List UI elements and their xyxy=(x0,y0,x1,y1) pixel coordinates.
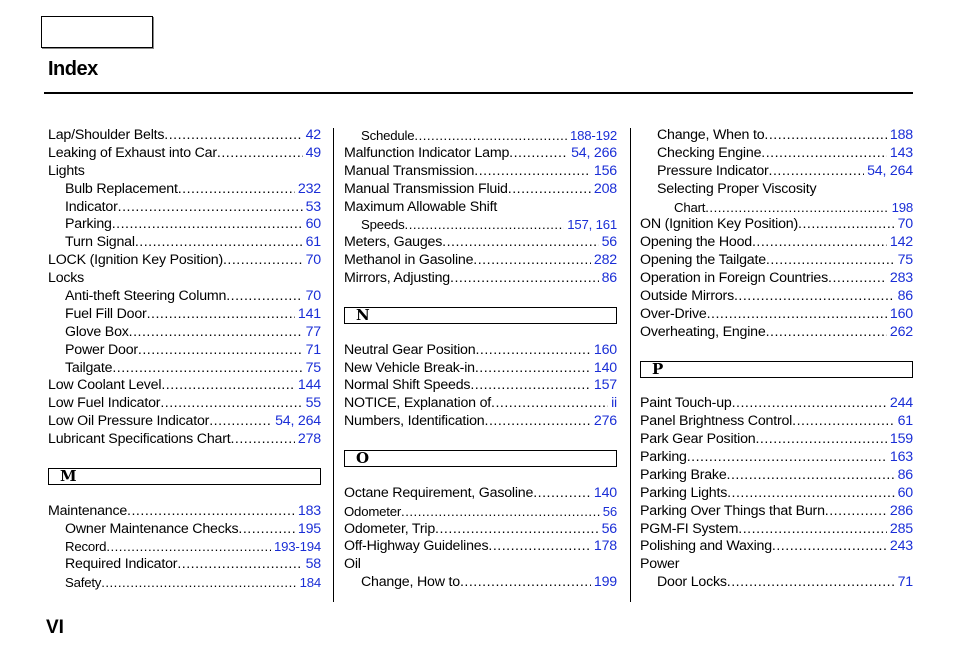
entry-text: NOTICE, Explanation of xyxy=(344,395,492,412)
entry-text: Manual Transmission xyxy=(344,162,475,179)
index-entry xyxy=(640,145,913,163)
entry-text: Glove Box xyxy=(65,323,129,340)
entry-text: Tailgate xyxy=(65,359,113,376)
header-tab-box xyxy=(41,16,153,48)
dot-leader xyxy=(727,467,895,485)
page-reference[interactable]: 244 xyxy=(889,395,913,412)
index-entry xyxy=(344,127,617,145)
index-entry xyxy=(640,181,913,199)
page-reference[interactable]: 60 xyxy=(305,216,321,233)
page-reference[interactable]: 60 xyxy=(897,484,913,501)
dot-leader xyxy=(101,574,296,592)
column-divider xyxy=(630,128,631,602)
dot-leader xyxy=(732,395,887,413)
dot-leader xyxy=(164,127,302,145)
page-reference[interactable]: 199 xyxy=(593,574,617,591)
page-reference[interactable]: 42 xyxy=(305,127,321,143)
dot-leader xyxy=(112,216,303,234)
entry-text: Speeds xyxy=(361,217,405,233)
page-reference[interactable]: 142 xyxy=(889,234,913,251)
entry-text: PGM-FI System xyxy=(640,520,739,537)
index-entry xyxy=(48,538,321,556)
dot-leader xyxy=(177,556,302,574)
index-entry xyxy=(640,288,913,306)
index-entry xyxy=(48,431,321,449)
page-reference[interactable]: 140 xyxy=(593,359,617,376)
dot-leader xyxy=(442,234,598,252)
entry-text: Power xyxy=(640,556,680,573)
dot-leader xyxy=(238,521,295,539)
dot-leader xyxy=(533,485,591,503)
spacer xyxy=(48,485,321,503)
entry-text: Parking xyxy=(640,449,687,466)
index-entry xyxy=(48,324,321,342)
entry-text: LOCK (Ignition Key Position) xyxy=(48,252,223,269)
index-entry xyxy=(640,270,913,288)
index-entry xyxy=(48,503,321,521)
entry-text: Record xyxy=(65,539,107,555)
index-entry xyxy=(48,216,321,234)
dot-leader xyxy=(112,360,302,378)
index-entry xyxy=(48,270,321,288)
index-entry xyxy=(640,449,913,467)
index-entry xyxy=(344,234,617,252)
dot-leader xyxy=(178,181,295,199)
index-entry xyxy=(48,288,321,306)
page-title: Index xyxy=(48,58,98,80)
page-reference[interactable]: 208 xyxy=(593,180,617,197)
index-entry xyxy=(48,342,321,360)
dot-leader xyxy=(766,252,895,270)
entry-text: Neutral Gear Position xyxy=(344,341,476,358)
page-reference[interactable]: 262 xyxy=(889,323,913,340)
index-entry xyxy=(640,431,913,449)
index-entry xyxy=(344,163,617,181)
page-reference[interactable]: 86 xyxy=(601,270,617,287)
dot-leader xyxy=(734,288,895,306)
spacer xyxy=(48,449,321,467)
dot-leader xyxy=(475,342,590,360)
entry-text: Checking Engine xyxy=(657,144,762,161)
page-reference[interactable]: 86 xyxy=(897,288,913,305)
entry-text: Indicator xyxy=(65,198,118,215)
page-reference[interactable]: 70 xyxy=(305,288,321,305)
entry-text: Lap/Shoulder Belts xyxy=(48,127,165,143)
entry-text: Opening the Hood xyxy=(640,234,752,251)
dot-leader xyxy=(766,324,887,342)
section-letter: M xyxy=(60,466,77,485)
dot-leader xyxy=(401,503,600,521)
page-reference[interactable]: 53 xyxy=(305,198,321,215)
index-entry xyxy=(48,234,321,252)
page-reference[interactable]: 278 xyxy=(297,431,321,448)
page-reference[interactable]: 144 xyxy=(297,377,321,394)
index-entry xyxy=(344,521,617,539)
index-entry xyxy=(344,342,617,360)
page-reference[interactable]: 283 xyxy=(889,270,913,287)
entry-text: Odometer xyxy=(344,503,402,519)
entry-text: Manual Transmission Fluid xyxy=(344,180,508,197)
page-reference[interactable]: 75 xyxy=(897,252,913,269)
page-reference[interactable]: 56 xyxy=(602,503,617,519)
entry-text: Octane Requirement, Gasoline xyxy=(344,484,534,501)
index-entry xyxy=(48,574,321,592)
entry-text: Malfunction Indicator Lamp xyxy=(344,144,510,161)
entry-text: Maximum Allowable Shift xyxy=(344,198,498,215)
index-entry xyxy=(48,252,321,270)
page-reference[interactable]: 160 xyxy=(593,341,617,358)
dot-leader xyxy=(475,360,591,378)
index-entry xyxy=(640,485,913,503)
index-entry xyxy=(344,395,617,413)
index-entry xyxy=(640,413,913,431)
dot-leader xyxy=(106,538,271,556)
index-column-3 xyxy=(640,127,913,592)
page-reference[interactable]: 77 xyxy=(305,323,321,340)
section-header xyxy=(640,360,913,378)
page-reference[interactable]: 159 xyxy=(889,431,913,448)
section-header-box xyxy=(48,468,321,485)
section-letter: P xyxy=(652,359,664,378)
entry-text: Change, How to xyxy=(361,574,460,591)
entry-text: Polishing and Waxing xyxy=(640,538,772,555)
dot-leader xyxy=(129,324,303,342)
dot-leader xyxy=(138,342,303,360)
index-entry xyxy=(344,181,617,199)
dot-leader xyxy=(135,234,303,252)
entry-text: Lubricant Specifications Chart xyxy=(48,431,231,448)
page-reference[interactable]: 54, 266 xyxy=(571,144,617,161)
index-column-1 xyxy=(48,127,321,592)
index-entry xyxy=(48,521,321,539)
dot-leader xyxy=(705,199,888,217)
section-header-box xyxy=(344,450,617,467)
dot-leader xyxy=(435,521,599,539)
page-reference[interactable]: ii xyxy=(611,395,617,412)
entry-text: Locks xyxy=(48,270,85,287)
dot-leader xyxy=(147,306,295,324)
dot-leader xyxy=(223,252,303,270)
entry-text: Parking Lights xyxy=(640,484,728,501)
page-reference[interactable]: 282 xyxy=(593,252,617,269)
page-reference[interactable]: 55 xyxy=(305,395,321,412)
dot-leader xyxy=(509,145,568,163)
entry-text: Lights xyxy=(48,162,85,179)
page-reference[interactable]: 286 xyxy=(889,502,913,519)
dot-leader xyxy=(755,431,886,449)
entry-text: Owner Maintenance Checks xyxy=(65,520,239,537)
section-letter: N xyxy=(356,305,370,324)
page-reference[interactable]: 285 xyxy=(889,520,913,537)
entry-text: Maintenance xyxy=(48,502,128,519)
page-reference[interactable]: 61 xyxy=(305,234,321,251)
dot-leader xyxy=(752,234,887,252)
dot-leader xyxy=(118,199,303,217)
entry-text: Mirrors, Adjusting xyxy=(344,270,450,287)
index-entry xyxy=(48,360,321,378)
index-entry xyxy=(640,216,913,234)
index-entry xyxy=(640,521,913,539)
entry-text: Pressure Indicator xyxy=(657,162,769,179)
entry-text: Safety xyxy=(65,575,102,591)
dot-leader xyxy=(473,252,591,270)
dot-leader xyxy=(217,145,303,163)
entry-text: Required Indicator xyxy=(65,556,178,573)
spacer xyxy=(640,377,913,395)
page-reference[interactable]: 86 xyxy=(897,466,913,483)
index-entry xyxy=(48,306,321,324)
index-entry xyxy=(640,252,913,270)
index-entry xyxy=(48,556,321,574)
index-entry xyxy=(344,145,617,163)
dot-leader xyxy=(414,127,567,145)
index-entry xyxy=(48,163,321,181)
section-header-box xyxy=(344,307,617,324)
entry-text: Low Coolant Level xyxy=(48,377,162,394)
entry-text: Selecting Proper Viscosity xyxy=(657,180,817,197)
page-reference[interactable]: 193-194 xyxy=(274,539,321,555)
dot-leader xyxy=(508,181,591,199)
entry-text: Parking Over Things that Burn xyxy=(640,502,825,519)
index-entry xyxy=(640,574,913,592)
entry-text: Overheating, Engine xyxy=(640,323,766,340)
entry-text: Low Oil Pressure Indicator xyxy=(48,413,210,430)
index-entry xyxy=(344,574,617,592)
index-entry xyxy=(640,163,913,181)
page-reference[interactable]: 143 xyxy=(889,144,913,161)
index-entry xyxy=(48,127,321,145)
index-entry xyxy=(640,199,913,217)
entry-text: Meters, Gauges xyxy=(344,234,443,251)
section-header-box xyxy=(640,361,913,378)
page-reference[interactable]: 178 xyxy=(593,538,617,555)
entry-text: Turn Signal xyxy=(65,234,135,251)
entry-text: Outside Mirrors xyxy=(640,288,734,305)
entry-text: Anti-theft Steering Column xyxy=(65,288,227,305)
page-reference[interactable]: 54, 264 xyxy=(867,162,913,179)
spacer xyxy=(344,324,617,342)
entry-text: New Vehicle Break-in xyxy=(344,359,475,376)
dot-leader xyxy=(825,503,887,521)
dot-leader xyxy=(209,413,272,431)
index-entry xyxy=(640,127,913,145)
index-entry xyxy=(344,413,617,431)
entry-text: Normal Shift Speeds xyxy=(344,377,471,394)
entry-text: Panel Brightness Control xyxy=(640,413,793,430)
section-header xyxy=(344,306,617,324)
column-divider xyxy=(333,128,334,602)
entry-text: Fuel Fill Door xyxy=(65,305,147,322)
entry-text: ON (Ignition Key Position) xyxy=(640,216,799,233)
index-entry xyxy=(344,556,617,574)
page-reference[interactable]: 276 xyxy=(593,413,617,430)
index-entry xyxy=(344,360,617,378)
page-reference[interactable]: 243 xyxy=(889,538,913,555)
page-reference[interactable]: 140 xyxy=(593,484,617,501)
entry-text: Door Locks xyxy=(657,574,727,591)
page-reference[interactable]: 49 xyxy=(305,144,321,161)
entry-text: Park Gear Position xyxy=(640,431,756,448)
section-header xyxy=(344,449,617,467)
index-entry xyxy=(344,270,617,288)
section-header xyxy=(48,467,321,485)
entry-text: Parking Brake xyxy=(640,466,727,483)
index-entry xyxy=(640,467,913,485)
entry-text: Over-Drive xyxy=(640,305,707,322)
dot-leader xyxy=(460,574,591,592)
dot-leader xyxy=(160,395,302,413)
dot-leader xyxy=(226,288,302,306)
spacer xyxy=(640,342,913,360)
page-reference[interactable]: 61 xyxy=(897,413,913,430)
dot-leader xyxy=(798,216,895,234)
page-reference[interactable]: 160 xyxy=(889,305,913,322)
dot-leader xyxy=(707,306,887,324)
page-reference[interactable]: 156 xyxy=(593,162,617,179)
page-reference[interactable]: 70 xyxy=(305,252,321,269)
page-reference[interactable]: 195 xyxy=(297,520,321,537)
page-reference[interactable]: 58 xyxy=(305,556,321,573)
dot-leader xyxy=(761,145,887,163)
dot-leader xyxy=(772,538,887,556)
page-reference[interactable]: 198 xyxy=(891,199,913,215)
entry-text: Change, When to xyxy=(657,127,765,143)
index-entry xyxy=(48,413,321,431)
page-reference[interactable]: 188 xyxy=(889,127,913,143)
header-rule xyxy=(44,92,913,94)
entry-text: Parking xyxy=(65,216,112,233)
dot-leader xyxy=(230,431,294,449)
index-column-2 xyxy=(344,127,617,592)
dot-leader xyxy=(405,216,565,234)
entry-text: Off-Highway Guidelines xyxy=(344,538,489,555)
page-reference[interactable]: 71 xyxy=(305,341,321,358)
index-entry xyxy=(344,252,617,270)
index-entry xyxy=(344,538,617,556)
index-entry xyxy=(48,181,321,199)
page-reference[interactable]: 75 xyxy=(305,359,321,376)
spacer xyxy=(344,431,617,449)
index-entry xyxy=(344,485,617,503)
dot-leader xyxy=(450,270,599,288)
page-reference[interactable]: 157, 161 xyxy=(567,217,617,233)
entry-text: Power Door xyxy=(65,341,138,358)
page-reference[interactable]: 188-192 xyxy=(570,128,617,143)
entry-text: Oil xyxy=(344,556,361,573)
dot-leader xyxy=(828,270,887,288)
index-entry xyxy=(344,216,617,234)
page-reference[interactable]: 163 xyxy=(889,449,913,466)
page-reference[interactable]: 232 xyxy=(297,180,321,197)
dot-leader xyxy=(474,163,591,181)
page-reference[interactable]: 184 xyxy=(299,575,321,591)
index-entry xyxy=(640,234,913,252)
page-reference[interactable]: 157 xyxy=(593,377,617,394)
dot-leader xyxy=(470,377,591,395)
dot-leader xyxy=(491,395,608,413)
dot-leader xyxy=(488,538,591,556)
page-reference[interactable]: 56 xyxy=(601,234,617,251)
entry-text: Operation in Foreign Countries xyxy=(640,270,828,287)
dot-leader xyxy=(727,574,895,592)
entry-text: Paint Touch-up xyxy=(640,395,732,412)
section-letter: O xyxy=(356,449,370,468)
entry-text: Opening the Tailgate xyxy=(640,252,766,269)
dot-leader xyxy=(161,377,295,395)
index-entry xyxy=(48,395,321,413)
entry-text: Bulb Replacement xyxy=(65,180,178,197)
index-entry xyxy=(48,145,321,163)
dot-leader xyxy=(792,413,894,431)
index-entry xyxy=(344,377,617,395)
index-entry xyxy=(640,503,913,521)
index-entry xyxy=(640,395,913,413)
page-reference[interactable]: 56 xyxy=(601,520,617,537)
entry-text: Odometer, Trip xyxy=(344,520,436,537)
entry-text: Chart xyxy=(674,199,706,215)
dot-leader xyxy=(764,127,887,145)
index-entry xyxy=(640,324,913,342)
index-entry xyxy=(640,538,913,556)
page-reference[interactable]: 71 xyxy=(897,574,913,591)
dot-leader xyxy=(127,503,295,521)
index-entry xyxy=(640,556,913,574)
page-number: VI xyxy=(46,617,64,638)
entry-text: Low Fuel Indicator xyxy=(48,395,161,412)
page-reference[interactable]: 141 xyxy=(297,305,321,322)
index-entry xyxy=(344,503,617,521)
spacer xyxy=(344,288,617,306)
dot-leader xyxy=(687,449,887,467)
entry-text: Methanol in Gasoline xyxy=(344,252,474,269)
dot-leader xyxy=(769,163,865,181)
index-entry xyxy=(48,377,321,395)
entry-text: Schedule xyxy=(361,128,415,143)
index-entry xyxy=(640,306,913,324)
entry-text: Leaking of Exhaust into Car xyxy=(48,144,217,161)
page-reference[interactable]: 54, 264 xyxy=(275,413,321,430)
page-reference[interactable]: 70 xyxy=(897,216,913,233)
index-entry xyxy=(344,199,617,217)
dot-leader xyxy=(738,521,887,539)
index-entry xyxy=(48,199,321,217)
spacer xyxy=(344,467,617,485)
entry-text: Numbers, Identification xyxy=(344,413,485,430)
dot-leader xyxy=(485,413,591,431)
page-reference[interactable]: 183 xyxy=(297,502,321,519)
dot-leader xyxy=(727,485,895,503)
